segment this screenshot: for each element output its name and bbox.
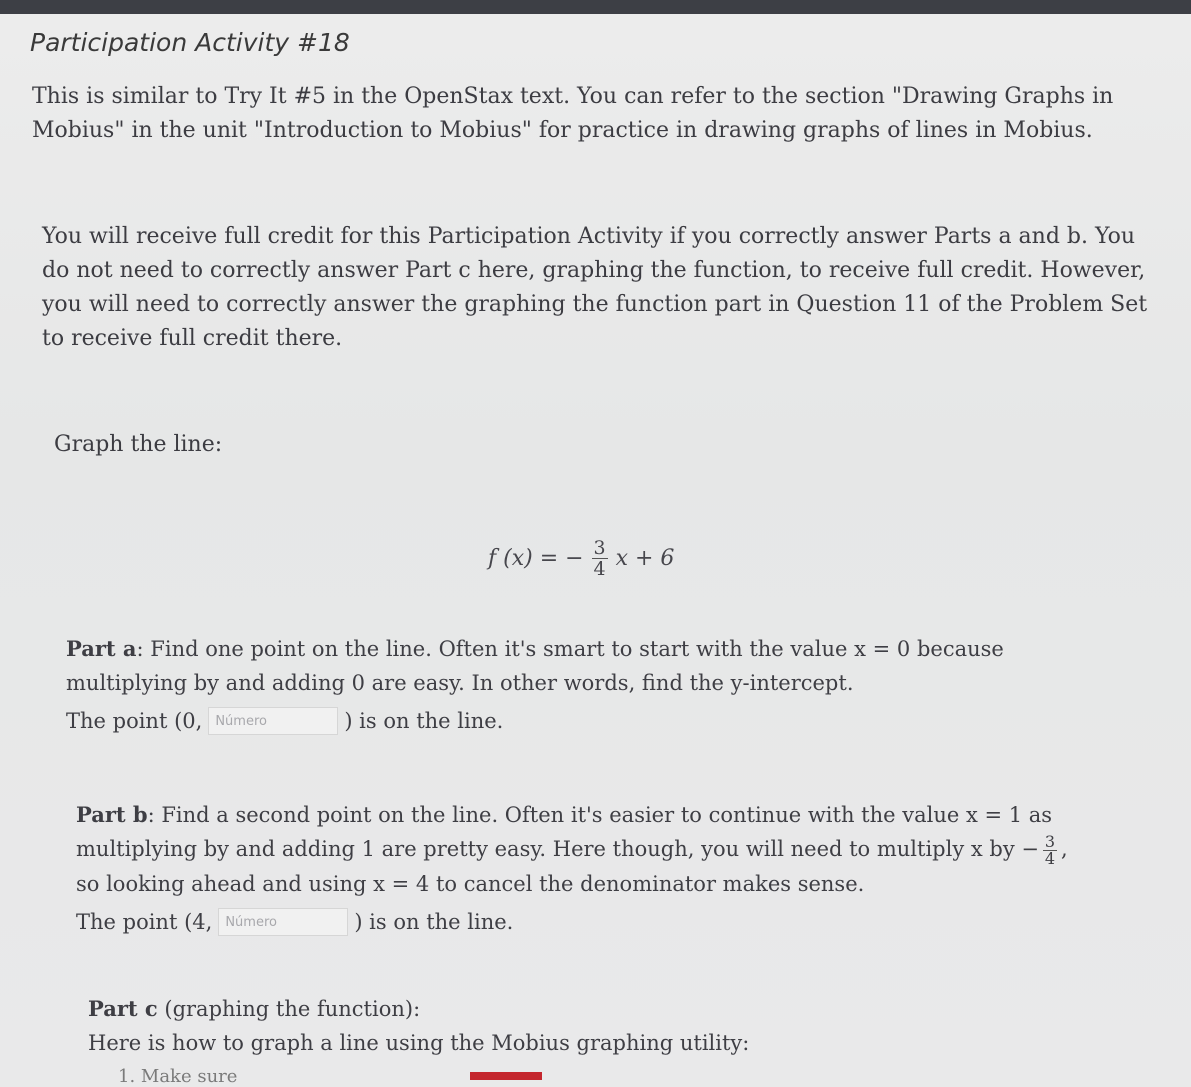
part-c-text: Here is how to graph a line using the Mobius graphing utility: [88,1031,750,1055]
part-b-number-input[interactable]: Número [218,908,348,936]
credit-note-paragraph: You will receive full credit for this Participation Activity if you correctly answer Parts a and b. You do not need to correctly answer Part c here, graphing the function, to receive full credit. However, you will need to correctly answer the graphing the function part in Question 11 of the Problem Set to receive full credit there. [42,224,1148,351]
formula-fraction [592,538,608,579]
fraction-numerator: 3 [593,537,606,559]
part-b-fraction-num: 3 [1044,832,1056,851]
part-b-answer-line [76,905,1096,939]
formula-rhs: x + 6 [615,546,675,571]
part-c-label-rest: (graphing the function): [157,997,421,1021]
part-a-text: : Find one point on the line. Often it's smart to start with the value x = 0 because multiplying by and adding 0 are easy. In other words, find the y-intercept. [66,637,1004,695]
activity-title: Participation Activity #18 [30,28,350,57]
part-a-section [66,632,1116,738]
graph-label: Graph the line: [54,432,223,457]
part-a-prefix: The point (0, [66,709,203,733]
graph-button[interactable] [470,1072,542,1080]
part-b-suffix: ) is on the line. [354,910,514,934]
top-bar [0,0,1191,14]
part-b-fraction-den: 4 [1044,849,1056,868]
part-b-text-2: , so looking ahead and using x = 4 to cancel the denominator makes sense. [76,837,1068,896]
function-formula [488,538,674,579]
part-b-fraction [1043,834,1057,867]
part-a-answer-line [66,704,1116,738]
part-a-prompt [66,632,1116,700]
part-c-section [88,992,888,1060]
intro-paragraph: This is similar to Try It #5 in the OpenStax text. You can refer to the section "Drawing Graphs in Mobius" in the unit "Introduction to Mobius" for practice in drawing graphs of lines in Mobius. [32,84,1114,143]
fraction-denominator: 4 [593,558,606,580]
part-a-suffix: ) is on the line. [344,709,504,733]
part-b-section [76,798,1096,939]
question-content [0,14,1191,1080]
formula-lhs: f (x) = − [488,546,584,571]
part-c-label: Part c [88,996,158,1021]
part-b-prefix: The point (4, [76,910,213,934]
part-b-label: Part b [76,802,148,827]
part-a-label: Part a [66,636,137,661]
cut-off-step: 1. Make sure [118,1066,238,1087]
part-b-prompt [76,798,1096,901]
part-c-heading [88,992,888,1026]
part-b-text-1: : Find a second point on the line. Often it's easier to continue with the value x = 1 as multiplying by and adding 1 are pretty easy. Here though, you will need to multiply x by − [76,803,1053,861]
part-a-number-input[interactable]: Número [208,707,338,735]
